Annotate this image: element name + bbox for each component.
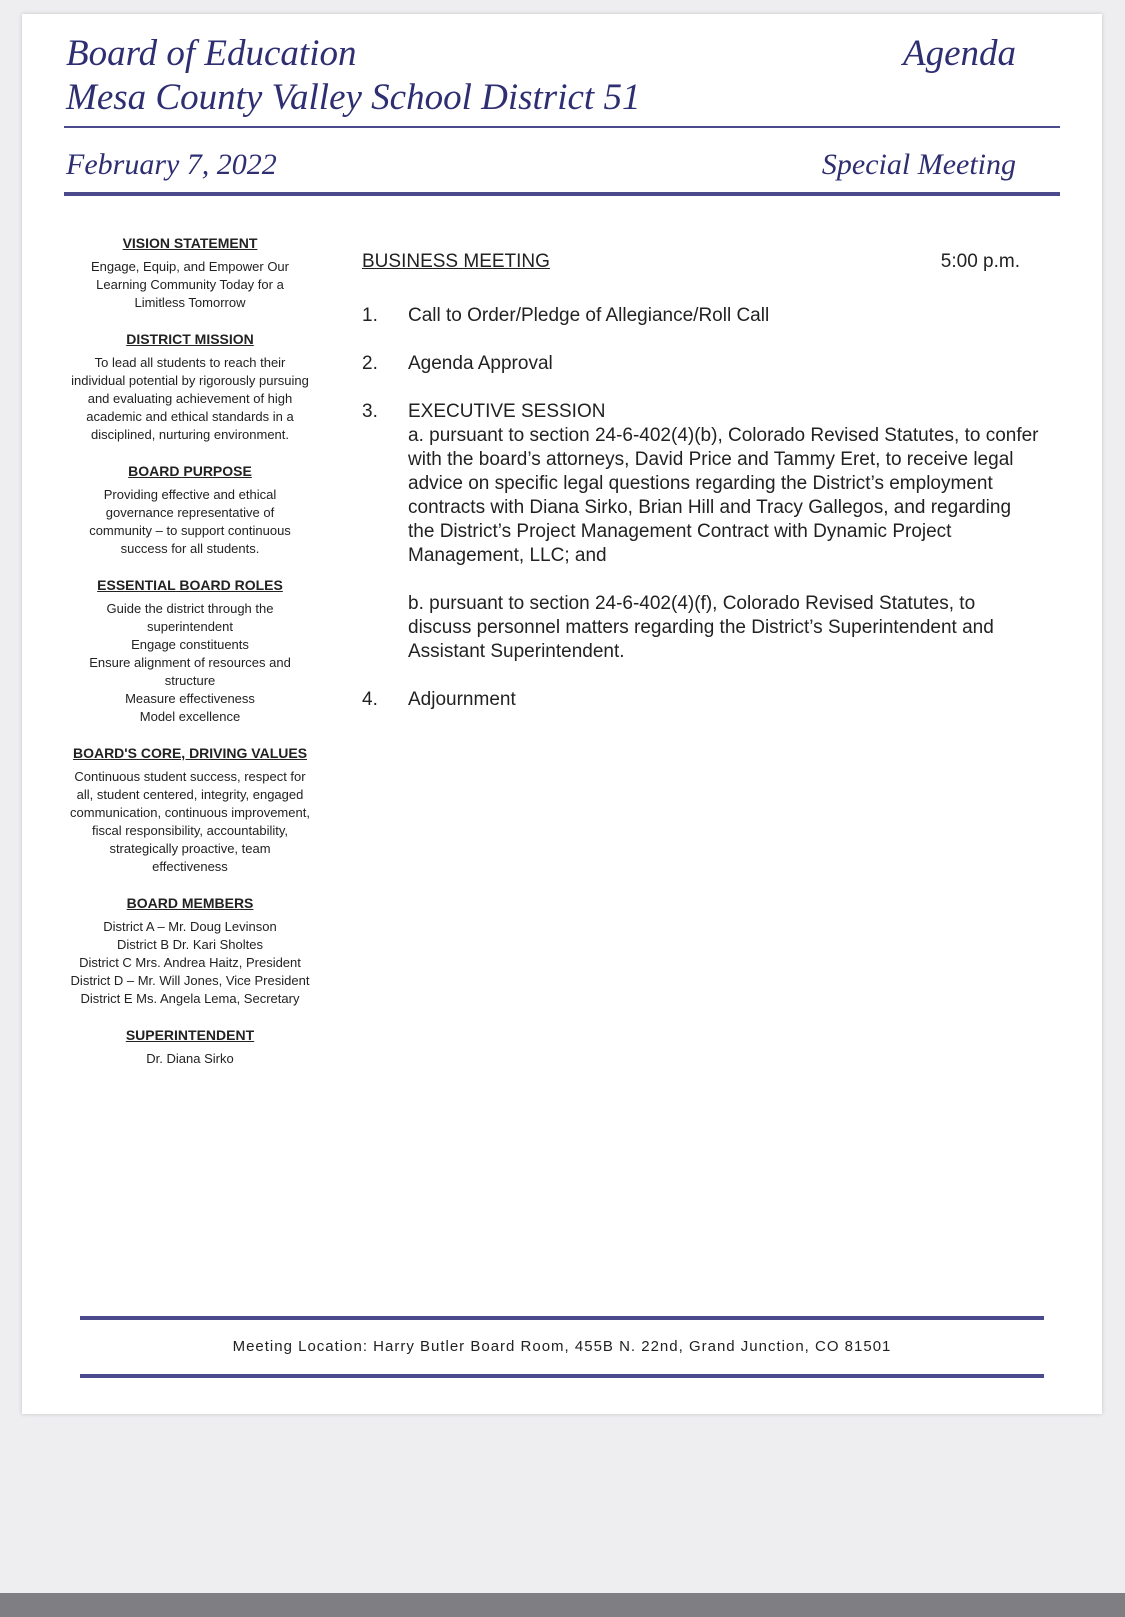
values-line: all, student centered, integrity, engaged bbox=[76, 787, 304, 802]
agenda-page bbox=[22, 14, 1102, 1414]
agenda-item bbox=[362, 400, 1042, 664]
members-section bbox=[62, 894, 318, 1008]
roles-line: structure bbox=[164, 673, 216, 688]
purpose-heading: BOARD PURPOSE bbox=[128, 463, 252, 479]
values-line: strategically proactive, team bbox=[109, 841, 271, 856]
purpose-line: Providing effective and ethical bbox=[103, 487, 277, 502]
item-title: Call to Order/Pledge of Allegiance/Roll Call bbox=[408, 305, 770, 326]
member-line: District E Ms. Angela Lema, Secretary bbox=[80, 991, 300, 1006]
roles-section bbox=[62, 576, 318, 726]
values-line: fiscal responsibility, accountability, bbox=[91, 823, 289, 838]
mission-line: To lead all students to reach their bbox=[94, 355, 286, 370]
member-line: District D – Mr. Will Jones, Vice President bbox=[70, 973, 310, 988]
values-line: communication, continuous improvement, bbox=[70, 805, 310, 820]
item-number: 1. bbox=[362, 305, 378, 326]
agenda-item bbox=[362, 688, 1042, 712]
roles-heading: ESSENTIAL BOARD ROLES bbox=[97, 577, 283, 593]
mission-line: disciplined, nurturing environment. bbox=[91, 427, 289, 442]
values-line: effectiveness bbox=[152, 859, 228, 874]
vision-line: Limitless Tomorrow bbox=[134, 295, 246, 310]
business-meeting-row bbox=[362, 250, 1042, 280]
roles-line: Model excellence bbox=[139, 709, 241, 724]
mission-line: individual potential by rigorously pursuing bbox=[71, 373, 309, 388]
values-heading: BOARD'S CORE, DRIVING VALUES bbox=[72, 745, 308, 761]
board-title: Board of Education bbox=[66, 33, 357, 74]
mission-line: and evaluating achievement of high bbox=[87, 391, 293, 406]
members-heading: BOARD MEMBERS bbox=[126, 895, 254, 911]
sidebar bbox=[62, 234, 318, 1086]
item-title: Adjournment bbox=[408, 689, 516, 710]
values-section bbox=[62, 744, 318, 876]
footer-divider-bottom bbox=[80, 1374, 1044, 1378]
bottom-bar bbox=[0, 1593, 1125, 1617]
item-number: 4. bbox=[362, 689, 378, 710]
vision-heading: VISION STATEMENT bbox=[122, 235, 258, 251]
purpose-line: community – to support continuous bbox=[89, 523, 291, 538]
roles-line: Ensure alignment of resources and bbox=[89, 655, 291, 670]
purpose-section bbox=[62, 462, 318, 558]
agenda-item bbox=[362, 304, 1042, 328]
roles-line: Engage constituents bbox=[131, 637, 249, 652]
agenda-item bbox=[362, 352, 1042, 376]
member-line: District C Mrs. Andrea Haitz, President bbox=[79, 955, 301, 970]
values-line: Continuous student success, respect for bbox=[74, 769, 306, 784]
purpose-line: success for all students. bbox=[120, 541, 260, 556]
item-title: Agenda Approval bbox=[408, 353, 553, 374]
purpose-line: governance representative of bbox=[105, 505, 275, 520]
roles-line: Guide the district through the bbox=[106, 601, 274, 616]
mission-heading: DISTRICT MISSION bbox=[126, 331, 254, 347]
executive-session-para-a: a. pursuant to section 24-6-402(4)(b), Colorado Revised Statutes, to confer with the board’s attorneys, David Price and Tammy Eret, to receive legal advice on specific legal questions regarding the District’s employment contracts with Diana Sirko, Brian Hill and Tracy Gallegos, and regarding the District’s Project Management Contract with Dynamic Project Management, LLC; and bbox=[408, 425, 1039, 566]
header-divider bbox=[64, 126, 1060, 128]
meeting-location: Meeting Location: Harry Butler Board Room, 455B N. 22nd, Grand Junction, CO 81501 bbox=[232, 1338, 892, 1355]
roles-line: superintendent bbox=[146, 619, 233, 634]
agenda-main bbox=[362, 250, 1042, 712]
vision-line: Learning Community Today for a bbox=[96, 277, 284, 292]
item-number: 3. bbox=[362, 401, 378, 422]
item-title: EXECUTIVE SESSION bbox=[408, 401, 606, 422]
executive-session-para-b: b. pursuant to section 24-6-402(4)(f), Colorado Revised Statutes, to discuss personnel matters regarding the District’s Superintendent and Assistant Superintendent. bbox=[408, 593, 994, 662]
item-number: 2. bbox=[362, 353, 378, 374]
superintendent-name: Dr. Diana Sirko bbox=[146, 1051, 234, 1066]
doc-type-label: Agenda bbox=[902, 33, 1016, 74]
superintendent-heading: SUPERINTENDENT bbox=[125, 1027, 255, 1043]
member-line: District A – Mr. Doug Levinson bbox=[103, 919, 277, 934]
section-title: BUSINESS MEETING bbox=[362, 251, 550, 272]
mission-line: academic and ethical standards in a bbox=[86, 409, 294, 424]
member-line: District B Dr. Kari Sholtes bbox=[117, 937, 263, 952]
footer-divider-top bbox=[80, 1316, 1044, 1320]
roles-line: Measure effectiveness bbox=[125, 691, 255, 706]
district-title: Mesa County Valley School District 51 bbox=[66, 77, 641, 118]
header-divider-bottom bbox=[64, 192, 1060, 196]
vision-line: Engage, Equip, and Empower Our bbox=[90, 259, 289, 274]
meeting-type: Special Meeting bbox=[821, 148, 1016, 181]
superintendent-section bbox=[62, 1026, 318, 1068]
vision-section bbox=[62, 234, 318, 312]
meeting-time: 5:00 p.m. bbox=[940, 251, 1020, 272]
mission-section bbox=[62, 330, 318, 444]
meeting-date: February 7, 2022 bbox=[66, 148, 277, 181]
